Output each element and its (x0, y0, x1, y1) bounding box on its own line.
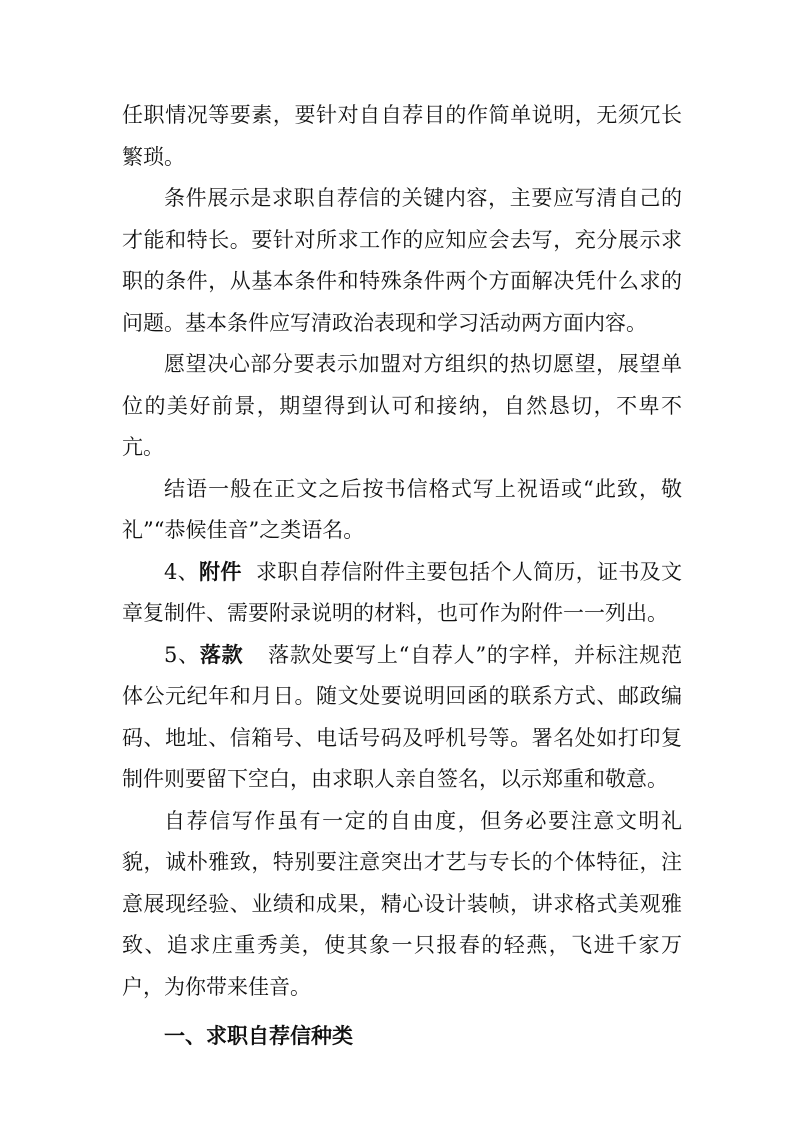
item-number-4: 4、 (164, 559, 199, 584)
paragraph-conditions: 条件展示是求职自荐信的关键内容，主要应写清自己的才能和特长。要针对所求工作的应知应会去写，充分展示求职的条件，从基本条件和特殊条件两个方面解决凭什么求的问题。基本条件应写清政治表现和学习活动两方面内容。 (122, 186, 682, 335)
body-text (122, 95, 682, 1058)
paragraph-closing: 结语一般在正文之后按书信格式写上祝语或“此致，敬礼”“恭候佳音”之类语名。 (122, 476, 682, 542)
item-number-5: 5、 (164, 642, 200, 667)
item-body-signature: 落款处要写上“自荐人”的字样，并标注规范体公元纪年和月日。随文处要说明回函的联系方式、邮政编码、地址、信箱号、电话号码及呼机号等。署名处如打印复制件则要留下空白，由求职人亲自签名，以示郑重和敬意。 (122, 642, 682, 791)
section-heading: 一、求职自荐信种类 (164, 1024, 353, 1048)
paragraph-summary: 自荐信写作虽有一定的自由度，但务必要注意文明礼貌，诚朴雅致，特别要注意突出才艺与专长的个体特征，注意展现经验、业绩和成果，精心设计装帧，讲求格式美观雅致、追求庄重秀美，使其象一只报春的轻燕，飞进千家万户，为你带来佳音。 (122, 808, 682, 999)
paragraph-wishes: 愿望决心部分要表示加盟对方组织的热切愿望，展望单位的美好前景，期望得到认可和接纳，自然恳切，不卑不亢。 (122, 352, 682, 459)
item-body-attachments: 求职自荐信附件主要包括个人简历，证书及文章复制件、需要附录说明的材料，也可作为附件一一列出。 (122, 559, 682, 625)
item-title-signature: 落款 (199, 642, 244, 667)
paragraph-continuation: 任职情况等要素，要针对自自荐目的作简单说明，无须冗长繁琐。 (122, 103, 682, 169)
item-title-attachments: 附件 (199, 559, 242, 584)
paragraph-signature (122, 635, 682, 801)
paragraph-attachments (122, 552, 682, 635)
